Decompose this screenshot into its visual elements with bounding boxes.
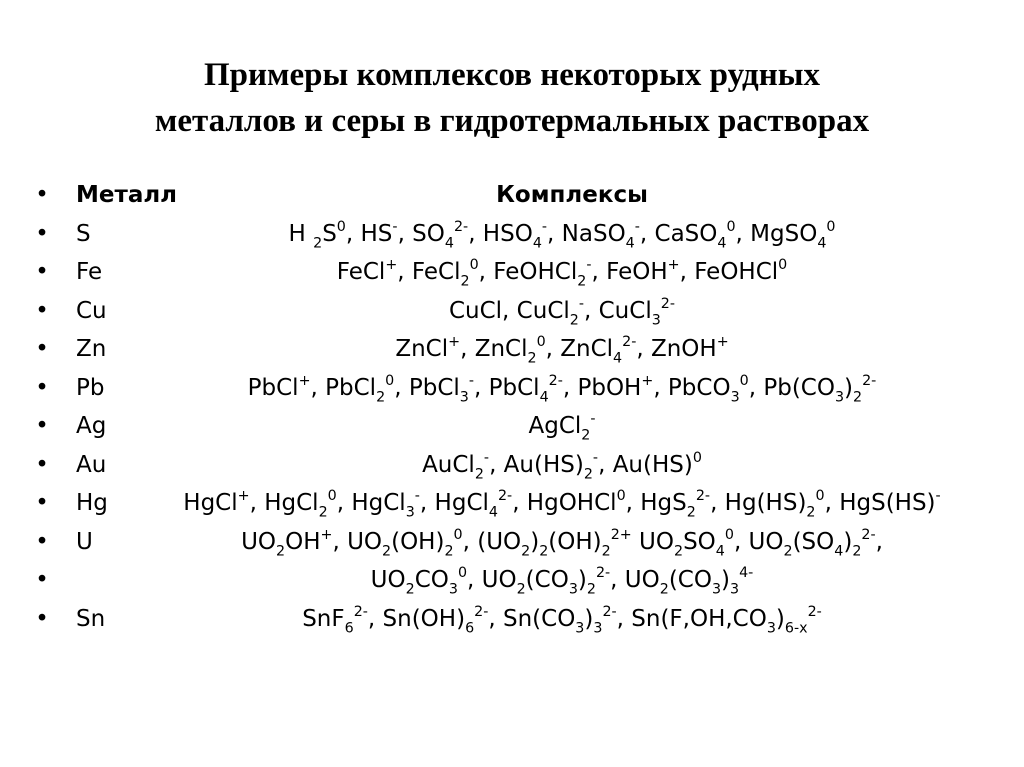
metal-symbol: Au — [76, 451, 107, 478]
list-header — [0, 176, 1024, 215]
complexes-formula: PbCl+, PbCl$_2^0$, PbCl$_3$-, PbCl$_4^{2-}$, PbOH+, PbCO$_3^0$, $Pb(CO_3)_2^{2-}$ — [247, 372, 877, 405]
title-line-2: металлов и серы в гидротермальных растворах — [154, 103, 870, 139]
bullet-icon: • — [35, 220, 49, 247]
metal-symbol: Pb — [76, 374, 105, 401]
complexes-formula: FeCl+, FeCl$_2^0$, FeOHCl$_2$-, FeOH+, FeOHCl$^0$ — [336, 257, 788, 290]
bullet-icon: • — [35, 336, 49, 362]
list-item — [0, 600, 1024, 639]
rows-container — [0, 215, 1024, 639]
bullet-icon: • — [35, 182, 49, 208]
list-item — [0, 561, 1024, 600]
complexes-formula: ZnCl+, ZnCl$_2^0$, ZnCl$_4^{2-}$, ZnOH+ — [395, 334, 729, 367]
complexes-list — [0, 176, 1024, 638]
bullet-icon: • — [35, 259, 49, 285]
bullet-icon: • — [35, 490, 49, 516]
list-item — [0, 369, 1024, 408]
complexes-formula: CuCl, CuCl$_2$-, CuCl$_3^{2-}$ — [448, 295, 676, 328]
header-complexes: Комплексы — [496, 182, 648, 208]
complexes-formula: AuCl$_2$-, $Au(HS)_2^-$, Au(HS)$^0$ — [422, 449, 702, 482]
complexes-formula: $UO_2OH^+$, $UO_2(OH)_2^0$, $(UO_2)_2(OH)_2^{2+}$ $UO_2SO_4^0$, $UO_2(SO_4)_2^{2-}$, — [241, 526, 883, 559]
metal-symbol: Cu — [76, 297, 107, 324]
bullet-icon: • — [35, 374, 49, 401]
bullet-icon: • — [35, 528, 49, 555]
metal-symbol: Sn — [76, 605, 106, 632]
bullet-icon: • — [35, 297, 49, 324]
metal-symbol: Zn — [76, 336, 107, 362]
bullet-icon: • — [35, 413, 49, 439]
slide-title — [0, 52, 1024, 144]
metal-symbol: Hg — [76, 490, 108, 516]
complexes-formula: H $_2S^0$, HS-, $SO_4^{2-}$, $HSO_4^-$, NaSO$_4$-, CaSO$_4^0$, MgSO$_4^0$ — [288, 218, 836, 251]
bullet-icon: • — [35, 605, 49, 632]
metal-symbol: Fe — [76, 259, 103, 285]
complexes-formula: SnF$_6^{2-}$, $Sn(OH)_6^{2-}$, $Sn(CO_3)_3^{2-}$, $Sn(F,OH,CO_3)_{6-x}^{2-}$ — [302, 603, 822, 636]
metal-symbol: S — [76, 220, 91, 247]
list-item — [0, 523, 1024, 562]
list-item — [0, 446, 1024, 485]
title-line-1: Примеры комплексов некоторых рудных — [204, 57, 820, 93]
header-metal: Металл — [76, 182, 178, 208]
list-item — [0, 253, 1024, 292]
metal-symbol: Ag — [76, 413, 107, 439]
list-item — [0, 215, 1024, 254]
list-item — [0, 484, 1024, 523]
complexes-formula: HgCl+, HgCl$_2^0$, HgCl$_3$-, HgCl$_4^{2-}$, HgOHCl$^0$, HgS$_2^{2-}$, $Hg(HS)_2^0$, HgS(HS)- — [183, 488, 941, 521]
list-item — [0, 292, 1024, 331]
bullet-icon: • — [35, 567, 49, 593]
metal-symbol: U — [76, 528, 93, 555]
list-item — [0, 407, 1024, 446]
bullet-icon: • — [35, 451, 49, 478]
complexes-formula: AgCl$_2$- — [528, 411, 596, 444]
list-item — [0, 330, 1024, 369]
complexes-formula: $UO_2CO_3^0$, $UO_2(CO_3)_2^{2-}$, $UO_2(CO_3)_3^{4-}$ — [370, 565, 754, 598]
